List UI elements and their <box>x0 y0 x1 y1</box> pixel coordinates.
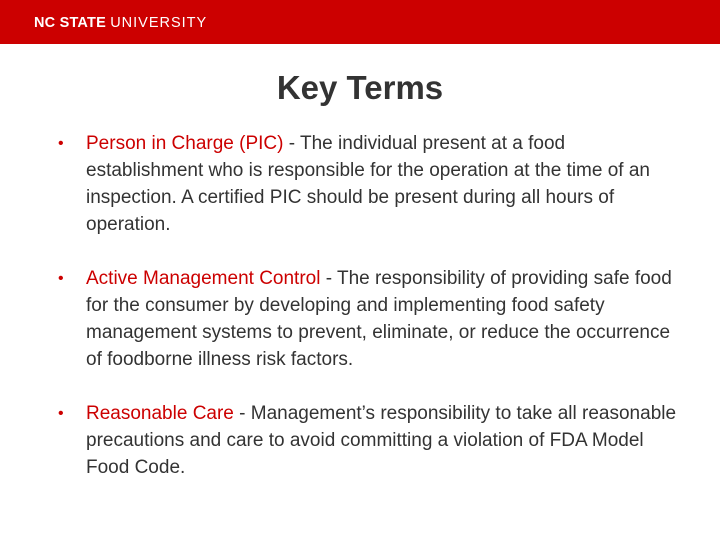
term-definition: - The responsibility of providing safe food for the consumer by developing and implementing food safety management systems to prevent, eliminate, or reduce the occurrence of foodborne illness risk factors. <box>86 268 672 370</box>
bullet-icon: • <box>58 270 64 287</box>
brand-light-text: UNIVERSITY <box>110 15 208 31</box>
term-name: Reasonable Care <box>86 403 234 424</box>
header-bar <box>0 0 720 44</box>
slide-title: Key Terms <box>276 69 444 106</box>
university-logo <box>34 13 207 33</box>
terms-list <box>55 130 685 508</box>
term-definition: - The individual present at a food establishment who is responsible for the operation at the time of an inspection. A certified PIC should be present during all hours of operation. <box>86 133 650 235</box>
term-name: Person in Charge (PIC) <box>86 133 284 154</box>
term-item-active-management-control <box>55 265 685 373</box>
bullet-icon: • <box>58 405 64 422</box>
term-item-pic <box>55 130 685 238</box>
term-name: Active Management Control <box>86 268 321 289</box>
term-item-reasonable-care <box>55 400 685 481</box>
brand-strong-text: NC STATE <box>34 15 106 31</box>
bullet-icon: • <box>58 135 64 152</box>
term-definition: - Management’s responsibility to take all reasonable precautions and care to avoid committing a violation of FDA Model Food Code. <box>86 403 677 478</box>
